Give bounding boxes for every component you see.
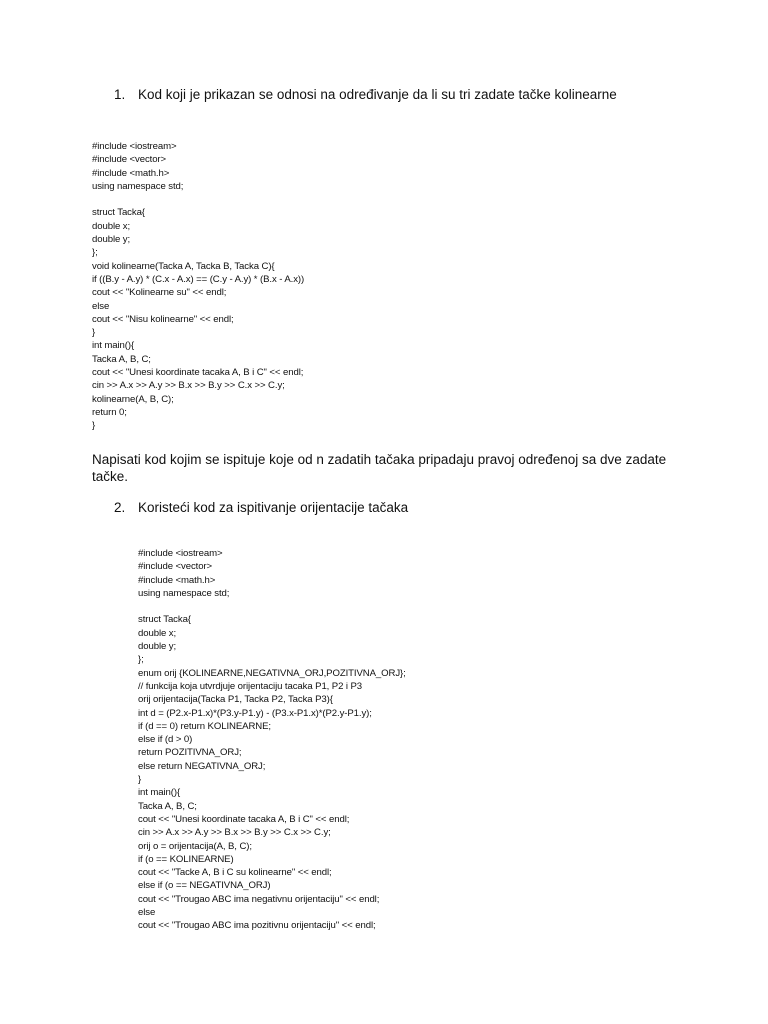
code-line: struct Tacka{ [92, 207, 145, 219]
code-line: int main(){ [92, 340, 135, 352]
task-paragraph: Napisati kod kojim se ispituje koje od n zadatih tačaka pripadaju pravoj određenoj sa dve zadate tačke. [92, 452, 667, 484]
code-line: Tacka A, B, C; [138, 800, 197, 812]
section-1-number: 1. [114, 87, 126, 102]
code-line: cout << "Tacke A, B i C su kolinearne" << endl; [138, 867, 332, 879]
code-line: cout << "Unesi koordinate tacaka A, B i C" << endl; [138, 813, 350, 825]
code-line: cout << "Unesi koordinate tacaka A, B i C" << endl; [92, 367, 304, 379]
code-line: } [92, 327, 96, 339]
code-line: } [92, 420, 96, 432]
code-line: int main(){ [138, 787, 181, 799]
code-line [92, 193, 304, 206]
code-line: }; [92, 247, 98, 259]
section-2-title: Koristeći kod za ispitivanje orijentacije tačaka [138, 500, 409, 515]
section-1-title: Kod koji je prikazan se odnosi na određivanje da li su tri zadate tačke kolinearne [138, 87, 617, 102]
code-line: // funkcija koja utvrdjuje orijentaciju tacaka P1, P2 i P3 [138, 680, 363, 692]
code-line: else [138, 907, 156, 919]
code-line: kolinearne(A, B, C); [92, 393, 174, 405]
code-line: else if (d > 0) [138, 734, 193, 746]
code-line: #include <vector> [138, 561, 213, 573]
code-line: orij o = orijentacija(A, B, C); [138, 840, 252, 852]
code-line: #include <iostream> [138, 548, 223, 559]
code-line: cout << "Trougao ABC ima negativnu orijentaciju" << endl; [138, 893, 380, 905]
code-line: double y; [92, 234, 131, 246]
code-line: void kolinearne(Tacka A, Tacka B, Tacka C){ [92, 260, 275, 272]
code-line: return 0; [92, 406, 127, 418]
code-line: cout << "Trougao ABC ima pozitivnu orijentaciju" << endl; [138, 920, 376, 932]
code-line: if ((B.y - A.y) * (C.x - A.x) == (C.y - A.y) * (B.x - A.x)) [92, 273, 305, 285]
code-line: cin >> A.x >> A.y >> B.x >> B.y >> C.x >> C.y; [138, 827, 331, 839]
code-line: } [138, 774, 142, 786]
code-line: else [92, 300, 110, 312]
code-line: Tacka A, B, C; [92, 353, 151, 365]
code-line: #include <math.h> [138, 574, 216, 586]
code-line: else if (o == NEGATIVNA_ORJ) [138, 880, 271, 892]
code-line: if (d == 0) return KOLINEARNE; [138, 720, 271, 732]
code-line: double x; [138, 627, 177, 639]
code-line: return POZITIVNA_ORJ; [138, 747, 242, 759]
code-line: #include <vector> [92, 154, 167, 166]
code-line: if (o == KOLINEARNE) [138, 853, 234, 865]
code-line [138, 600, 406, 613]
code-line: cout << "Kolinearne su" << endl; [92, 287, 227, 299]
code-line: }; [138, 654, 144, 666]
code-line: cin >> A.x >> A.y >> B.x >> B.y >> C.x >> C.y; [92, 380, 285, 392]
code-line: enum orij {KOLINEARNE,NEGATIVNA_ORJ,POZITIVNA_ORJ}; [138, 667, 406, 679]
code-line: orij orijentacija(Tacka P1, Tacka P2, Tacka P3){ [138, 694, 333, 706]
code-line: using namespace std; [138, 587, 230, 599]
code-line: using namespace std; [92, 180, 184, 192]
code-block-collinear [92, 140, 304, 433]
code-line: struct Tacka{ [138, 614, 191, 626]
code-line: cout << "Nisu kolinearne" << endl; [92, 313, 234, 325]
section-2-number: 2. [114, 500, 126, 515]
code-line: double y; [138, 641, 177, 653]
code-line: int d = (P2.x-P1.x)*(P3.y-P1.y) - (P3.x-P1.x)*(P2.y-P1.y); [138, 707, 372, 719]
code-line: #include <math.h> [92, 167, 170, 179]
code-line: #include <iostream> [92, 141, 177, 152]
code-line: double x; [92, 220, 131, 232]
code-line: else return NEGATIVNA_ORJ; [138, 760, 266, 772]
code-block-orientation [138, 547, 406, 933]
